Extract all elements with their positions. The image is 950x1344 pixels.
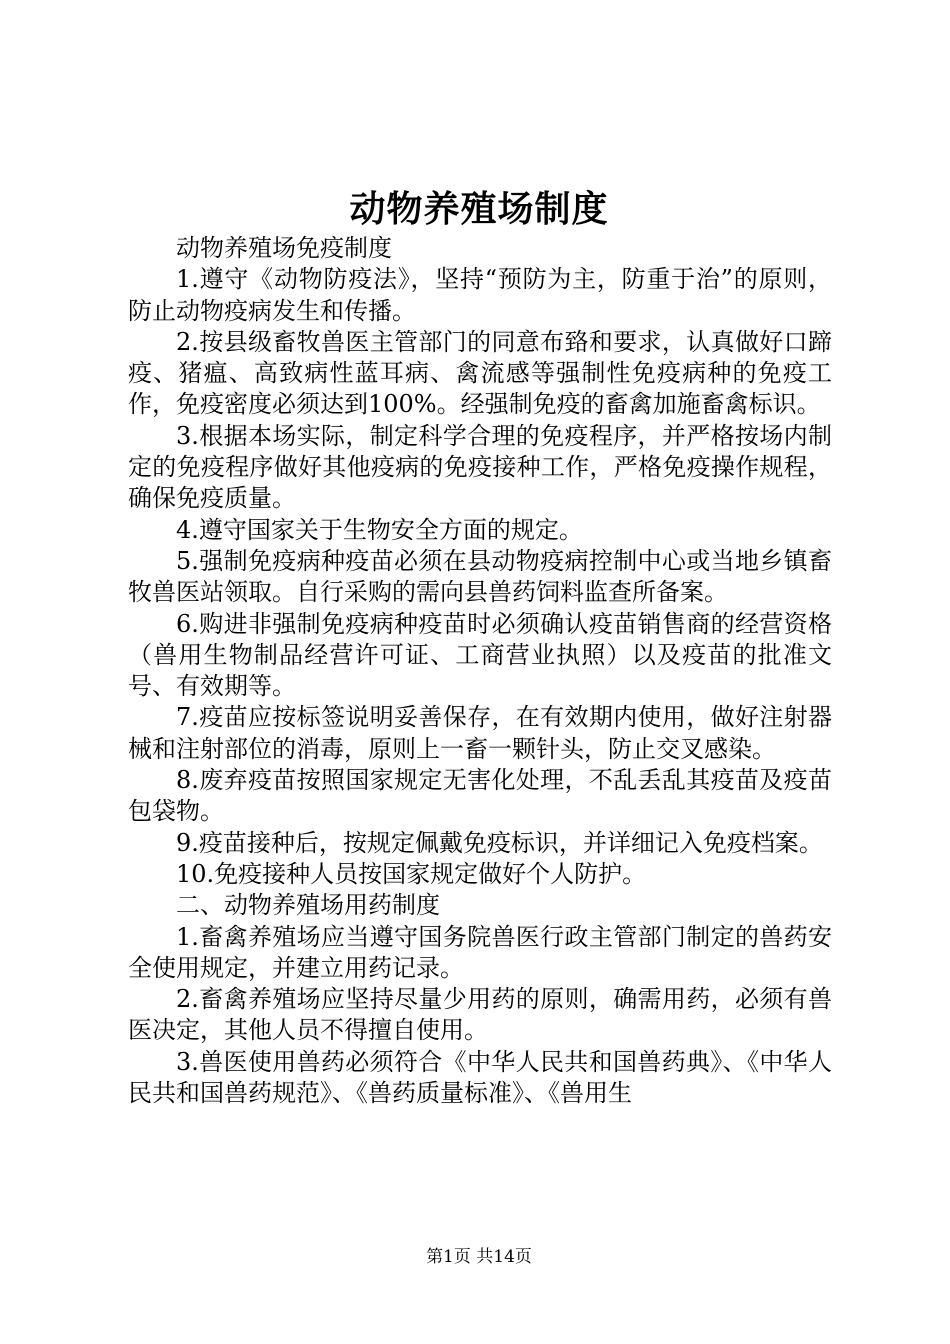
paragraph: 8.废弃疫苗按照国家规定无害化处理，不乱丢乱其疫苗及疫苗包袋物。 — [128, 766, 832, 826]
paragraph: 1.畜禽养殖场应当遵守国务院兽医行政主管部门制定的兽药安全使用规定，并建立用药记录。 — [128, 922, 832, 982]
document-body — [128, 233, 832, 1109]
section-heading: 二、动物养殖场用药制度 — [176, 891, 440, 920]
paragraph: 6.购进非强制免疫病种疫苗时必须确认疫苗销售商的经营资格（兽用生物制品经营许可证、工商营业执照）以及疫苗的批准文号、有效期等。 — [128, 609, 832, 701]
paragraph: 2.畜禽养殖场应坚持尽量少用药的原则，确需用药，必须有兽医决定，其他人员不得擅自使用。 — [128, 985, 832, 1045]
paragraph: 7.疫苗应按标签说明妥善保存，在有效期内使用，做好注射器械和注射部位的消毒，原则上一畜一颗针头，防止交叉感染。 — [128, 703, 832, 763]
document-title: 动物养殖场制度 — [349, 188, 609, 230]
section-heading: 动物养殖场免疫制度 — [176, 234, 392, 262]
paragraph: 5.强制免疫病种疫苗必须在县动物疫病控制中心或当地乡镇畜牧兽医站领取。自行采购的需向县兽药饲料监查所备案。 — [128, 546, 832, 607]
page-footer: 第1页 共14页 — [426, 1247, 532, 1267]
paragraph: 2.按县级畜牧兽医主管部门的同意布臵和要求，认真做好口蹄疫、猪瘟、高致病性蓝耳病、禽流感等强制性免疫病种的免疫工作，免疫密度必须达到100%。经强制免疫的畜禽加施畜禽标识。 — [128, 327, 832, 419]
paragraph: 3.兽医使用兽药必须符合《中华人民共和国兽药典》、《中华人民共和国兽药规范》、《兽药质量标准》、《兽用生 — [128, 1047, 832, 1108]
paragraph: 3.根据本场实际，制定科学合理的免疫程序，并严格按场内制定的免疫程序做好其他疫病的免疫接种工作，严格免疫操作规程，确保免疫质量。 — [128, 421, 832, 513]
paragraph: 1.遵守《动物防疫法》，坚持“预防为主，防重于治”的原则，防止动物疫病发生和传播。 — [128, 265, 832, 325]
paragraph: 4.遵守国家关于生物安全方面的规定。 — [176, 515, 583, 544]
paragraph: 9.疫苗接种后，按规定佩戴免疫标识，并详细记入免疫档案。 — [176, 828, 823, 857]
paragraph: 10.免疫接种人员按国家规定做好个人防护。 — [176, 859, 647, 888]
